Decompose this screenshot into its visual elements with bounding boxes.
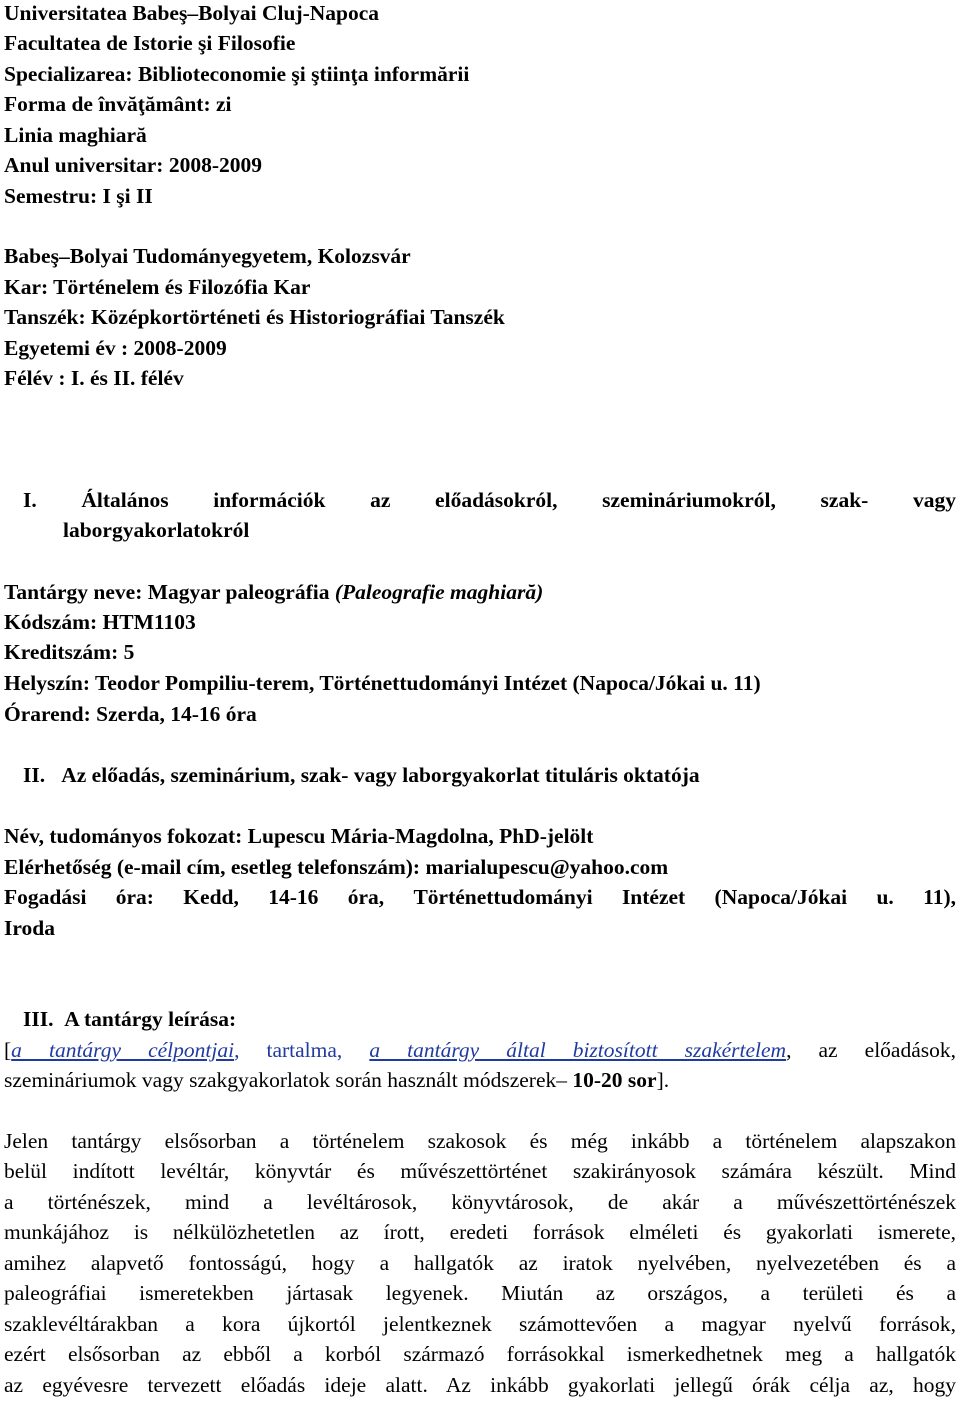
header-ro-line-2: Facultatea de Istorie şi Filosofie — [4, 31, 296, 55]
body-line-7: szaklevéltárakban a kora újkortól jelentkeznek számottevően a magyar nyelvű források, — [4, 1312, 956, 1336]
header-ro-line-4: Forma de învăţământ: zi — [4, 92, 232, 116]
header-ro-line-6: Anul universitar: 2008-2009 — [4, 153, 262, 177]
instructor-contact: Elérhetőség (e-mail cím, esetleg telefonszám): marialupescu@yahoo.com — [4, 855, 669, 879]
section3-title: III. A tantárgy leírása: — [23, 1007, 237, 1031]
subject-code: Kódszám: HTM1103 — [4, 610, 196, 634]
header-ro-line-3: Specializarea: Biblioteconomie şi ştiinţa informării — [4, 62, 470, 86]
body-line-6: paleográfiai ismeretekben jártasak legyenek. Miután az országos, a területi és a — [4, 1281, 956, 1305]
link-course-expertise[interactable]: a tantárgy által biztosított szakértelem — [369, 1038, 787, 1062]
header-ro-line-7: Semestru: I şi II — [4, 184, 153, 208]
section2-title: II. Az előadás, szeminárium, szak- vagy laborgyakorlat tituláris oktatója — [23, 763, 700, 787]
header-hu-line-5: Félév : I. és II. félév — [4, 366, 184, 390]
subject-schedule: Órarend: Szerda, 14-16 óra — [4, 702, 257, 726]
header-ro-line-1: Universitatea Babeş–Bolyai Cluj-Napoca — [4, 1, 380, 25]
body-line-1: Jelen tantárgy elsősorban a történelem szakosok és még inkább a történelem alapszakon — [4, 1129, 956, 1153]
subject-name: Tantárgy neve: Magyar paleográfia (Paleografie maghiară) — [4, 580, 544, 604]
instructor-name: Név, tudományos fokozat: Lupescu Mária-Magdolna, PhD-jelölt — [4, 824, 594, 848]
link-course-objectives[interactable]: a tantárgy célpontjai — [11, 1038, 235, 1062]
header-hu-line-4: Egyetemi év : 2008-2009 — [4, 336, 227, 360]
section1-title-line2: laborgyakorlatokról — [63, 518, 250, 542]
section3-description-line2: szemináriumok vagy szakgyakorlatok során használt módszerek– 10-20 sor]. — [4, 1068, 670, 1092]
section2-number: II. — [23, 763, 46, 787]
body-line-8: ezért elsősorban az ebből a korból származó forrásokkal ismerkedhetnek meg a hallgatók — [4, 1342, 956, 1366]
subject-credits: Kreditszám: 5 — [4, 640, 135, 664]
section3-number: III. — [23, 1007, 54, 1031]
subject-name-ro: (Paleografie maghiară) — [334, 580, 544, 604]
section3-description-line1: [a tantárgy célpontjai, tartalma, a tantárgy által biztosított szakértelem, az előadások, — [4, 1038, 956, 1062]
body-line-5: amihez alapvető fontosságú, hogy a hallgatók az iratok nyelvében, nyelvezetében és a — [4, 1251, 956, 1275]
office-hours-line2: Iroda — [4, 916, 55, 940]
header-hu-line-1: Babeş–Bolyai Tudományegyetem, Kolozsvár — [4, 244, 411, 268]
header-ro-line-5: Linia maghiară — [4, 123, 147, 147]
office-hours: Fogadási óra: Kedd, 14-16 óra, Történettudományi Intézet (Napoca/Jókai u. 11), — [4, 885, 956, 909]
section1-title: I. Általános információk az előadásokról, szemináriumokról, szak- vagy — [23, 488, 956, 512]
body-line-9: az egyévesre tervezett előadás ideje alatt. Az inkább gyakorlati jellegű órák célja az, hogy — [4, 1373, 956, 1397]
header-hu-line-2: Kar: Történelem és Filozófia Kar — [4, 275, 311, 299]
body-line-3: a történészek, mind a levéltárosok, könyvtárosok, de akár a művészettörténészek — [4, 1190, 956, 1214]
subject-location: Helyszín: Teodor Pompiliu-terem, Történettudományi Intézet (Napoca/Jókai u. 11) — [4, 671, 761, 695]
body-line-2: belül indított levéltár, könyvtár és művészettörténet szakirányosok számára készült. Mind — [4, 1159, 956, 1183]
section1-number: I. — [23, 488, 37, 512]
header-hu-line-3: Tanszék: Középkortörténeti és Historiográfiai Tanszék — [4, 305, 505, 329]
body-line-4: munkájához is nélkülözhetetlen az írott, eredeti források elméleti és gyakorlati ismerete, — [4, 1220, 956, 1244]
